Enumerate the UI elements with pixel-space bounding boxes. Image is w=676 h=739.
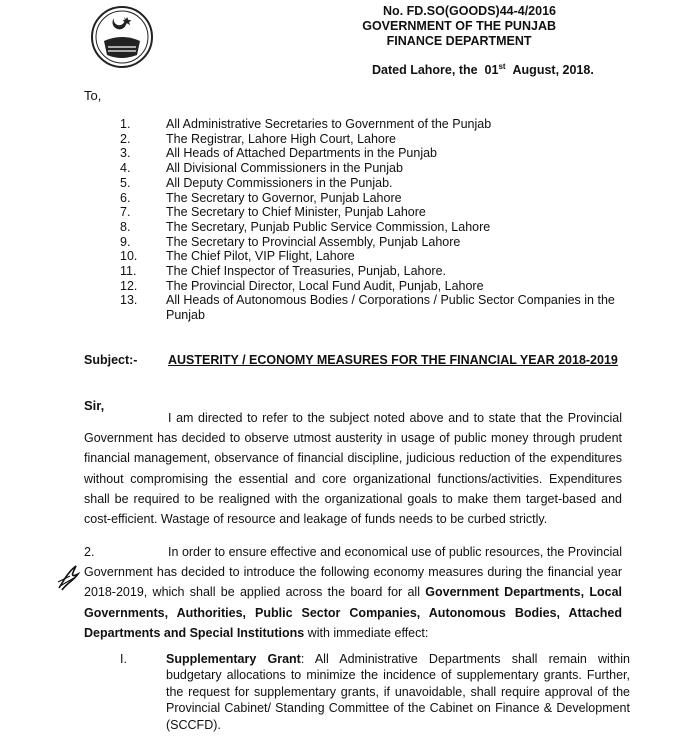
recipient-item [120, 220, 630, 235]
recipient-item [120, 205, 630, 220]
measure-item-title: Supplementary Grant [166, 652, 301, 666]
recipient-item [120, 264, 630, 279]
recipient-text: All Administrative Secretaries to Government of the Punjab [166, 117, 492, 131]
recipient-text: The Secretary, Punjab Public Service Commission, Lahore [166, 219, 491, 234]
recipient-number: 12. [120, 278, 138, 293]
recipient-number: 10. [120, 249, 138, 264]
recipient-item [120, 191, 630, 206]
recipient-item [120, 176, 630, 191]
recipient-item [120, 249, 630, 264]
date-prefix: Dated Lahore, the [372, 63, 478, 78]
recipient-number: 6. [120, 190, 131, 205]
government-name: GOVERNMENT OF THE PUNJAB [362, 19, 556, 33]
recipient-list [120, 117, 630, 323]
recipient-item [120, 146, 630, 161]
recipient-number: 3. [120, 146, 131, 161]
recipient-number: 7. [120, 205, 131, 220]
recipient-number: 1. [120, 117, 131, 131]
recipient-text: All Deputy Commissioners in the Punjab. [166, 175, 393, 190]
date-rest: August, 2018. [512, 63, 594, 78]
recipient-number: 2. [120, 131, 131, 146]
subject-label: Subject:- [84, 353, 138, 367]
recipient-item [120, 117, 630, 132]
paragraph-2-text-a: In order to ensure effective and economical use of public resources, the Provincial Government has decided to introduce the following economy measures during the financial year 2018-2019, which shall be applied across the board for all [84, 545, 622, 600]
paragraph-2-bold-entities: Government Departments, Local Governments, Authorities, Public Sector Companies, Autonomous Bodies, Attached Departments and Special Institutions [84, 585, 622, 640]
reference-number: No. FD.SO(GOODS)44-4/2016 [383, 4, 556, 18]
recipient-text: The Secretary to Governor, Punjab Lahore [166, 190, 402, 205]
measure-item-body: : All Administrative Departments shall remain within budgetary allocations to minimize the incidence of supplementary grants. Further, the request for supplementary grants, if unavoidable, shall require approval of the Provincial Cabinet/ Standing Committee of the Cabinet on Finance & Development (SCCFD). [166, 652, 630, 732]
recipient-number: 4. [120, 161, 131, 176]
to-label: To, [84, 88, 102, 103]
paragraph-2 [84, 542, 622, 643]
paragraph-2-number: 2. [84, 545, 95, 559]
letter-header [362, 4, 556, 49]
subject-title: AUSTERITY / ECONOMY MEASURES FOR THE FINANCIAL YEAR 2018-2019 [168, 353, 618, 367]
paragraph-2-text-b: with immediate effect: [304, 625, 429, 640]
recipient-text: The Provincial Director, Local Fund Audit, Punjab, Lahore [166, 278, 484, 293]
punjab-emblem-logo [90, 5, 154, 69]
date-ordinal: st [498, 62, 506, 71]
recipient-number: 9. [120, 234, 131, 249]
recipient-number: 11. [120, 264, 137, 279]
paragraph-1: I am directed to refer to the subject noted above and to state that the Provincial Government has decided to observe utmost austerity in usage of public money through prudent financial management, observance of financial discipline, judicious reduction of the expenditures without compromising the essential and core organizational functions/activities. Expenditures shall be required to be realigned with the organizational goals to make them target-based and cost-efficient. Wastage of resource and leakage of funds needs to be curbed strictly. [84, 411, 622, 527]
recipient-number: 8. [120, 219, 131, 234]
recipient-item [120, 235, 630, 250]
recipient-text: All Heads of Attached Departments in the Punjab [166, 146, 437, 161]
recipient-text: The Secretary to Chief Minister, Punjab Lahore [166, 205, 426, 220]
recipient-item [120, 293, 630, 322]
measure-item-number: I. [120, 652, 127, 666]
recipient-text: All Divisional Commissioners in the Punjab [166, 161, 403, 176]
recipient-item [120, 279, 630, 294]
date-day: 01 [484, 63, 499, 78]
recipient-text: The Chief Pilot, VIP Flight, Lahore [166, 249, 355, 264]
measure-item-text [166, 651, 630, 733]
date-line [372, 62, 594, 77]
recipient-item [120, 132, 630, 147]
salutation: Sir, [84, 398, 105, 413]
recipient-text: The Chief Inspector of Treasuries, Punjab, Lahore. [166, 264, 447, 279]
recipient-text: The Registrar, Lahore High Court, Lahore [166, 131, 396, 146]
recipient-text: The Secretary to Provincial Assembly, Punjab Lahore [166, 234, 461, 249]
department-name: FINANCE DEPARTMENT [386, 34, 532, 48]
signature-mark-icon [56, 562, 86, 592]
recipient-number: 13. [120, 293, 138, 308]
recipient-text: All Heads of Autonomous Bodies / Corporations / Public Sector Companies in the Punjab [166, 293, 615, 323]
measure-item-1 [120, 651, 630, 733]
recipient-item [120, 161, 630, 176]
recipient-number: 5. [120, 175, 131, 190]
